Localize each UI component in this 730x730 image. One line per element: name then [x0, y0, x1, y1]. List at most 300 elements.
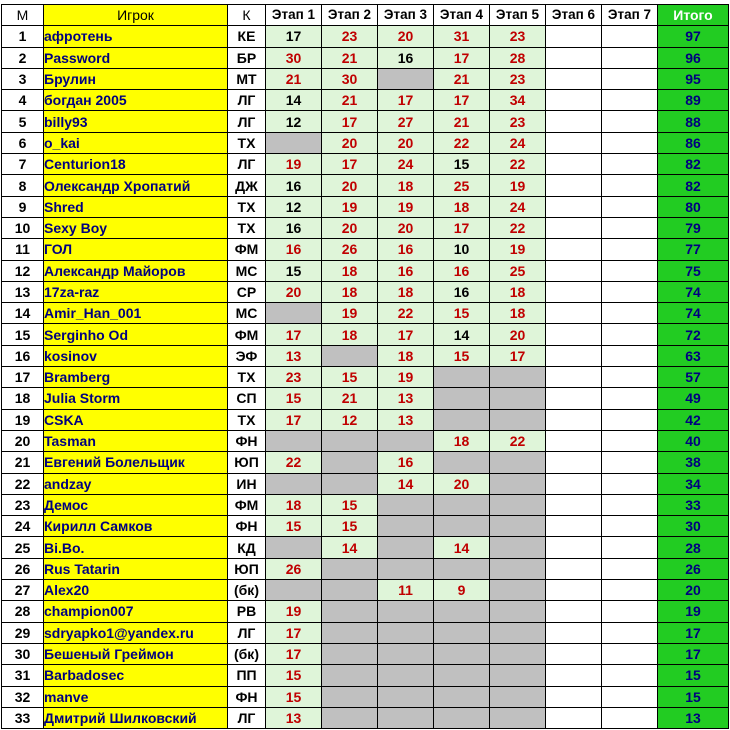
stage-4-score [434, 494, 490, 515]
row-position: 15 [2, 324, 44, 345]
stage-5-score: 17 [490, 345, 546, 366]
total-score: 49 [658, 388, 729, 409]
stage-5-score [490, 409, 546, 430]
stage-6-score [546, 430, 602, 451]
stage-1-score: 15 [266, 686, 322, 707]
stage-6-score [546, 686, 602, 707]
stage-7-score [602, 516, 658, 537]
stage-6-score [546, 345, 602, 366]
stage-2-score [322, 452, 378, 473]
stage-1-score [266, 303, 322, 324]
stage-5-score [490, 601, 546, 622]
player-name: Amir_Han_001 [44, 303, 228, 324]
club-code: ЛГ [228, 154, 266, 175]
stage-2-score: 18 [322, 324, 378, 345]
stage-2-score: 19 [322, 303, 378, 324]
club-code: ТХ [228, 217, 266, 238]
player-name: Rus Tatarin [44, 558, 228, 579]
stage-7-score [602, 281, 658, 302]
stage-7-score [602, 580, 658, 601]
club-code: ПП [228, 665, 266, 686]
stage-7-score [602, 345, 658, 366]
total-score: 79 [658, 217, 729, 238]
table-row [2, 537, 729, 558]
total-score: 33 [658, 494, 729, 515]
total-score: 95 [658, 68, 729, 89]
total-score: 26 [658, 558, 729, 579]
stage-2-score [322, 643, 378, 664]
stage-3-score [378, 707, 434, 728]
table-row [2, 345, 729, 366]
total-score: 75 [658, 260, 729, 281]
total-score: 82 [658, 154, 729, 175]
stage-4-score [434, 409, 490, 430]
club-code: (бк) [228, 643, 266, 664]
stage-4-score: 18 [434, 196, 490, 217]
stage-3-score: 16 [378, 47, 434, 68]
stage-3-score: 13 [378, 409, 434, 430]
header-stage-3: Этап 3 [378, 5, 434, 26]
table-row [2, 367, 729, 388]
stage-1-score: 15 [266, 388, 322, 409]
header-stage-4: Этап 4 [434, 5, 490, 26]
table-row [2, 707, 729, 728]
stage-7-score [602, 601, 658, 622]
stage-3-score: 16 [378, 239, 434, 260]
total-score: 72 [658, 324, 729, 345]
total-score: 74 [658, 303, 729, 324]
club-code: КЕ [228, 26, 266, 47]
row-position: 1 [2, 26, 44, 47]
total-score: 30 [658, 516, 729, 537]
row-position: 13 [2, 281, 44, 302]
stage-6-score [546, 601, 602, 622]
stage-6-score [546, 154, 602, 175]
stage-2-score: 20 [322, 175, 378, 196]
stage-2-score: 15 [322, 494, 378, 515]
stage-3-score [378, 686, 434, 707]
table-row [2, 430, 729, 451]
total-score: 88 [658, 111, 729, 132]
stage-6-score [546, 260, 602, 281]
stage-6-score [546, 26, 602, 47]
stage-3-score [378, 68, 434, 89]
stage-1-score: 18 [266, 494, 322, 515]
club-code: ИН [228, 473, 266, 494]
standings-table [1, 4, 729, 729]
stage-7-score [602, 26, 658, 47]
row-position: 10 [2, 217, 44, 238]
stage-3-score: 18 [378, 175, 434, 196]
stage-6-score [546, 707, 602, 728]
total-score: 38 [658, 452, 729, 473]
total-score: 40 [658, 430, 729, 451]
player-name: Shred [44, 196, 228, 217]
table-row [2, 601, 729, 622]
table-row [2, 111, 729, 132]
player-name: kosinov [44, 345, 228, 366]
stage-5-score: 19 [490, 239, 546, 260]
stage-1-score [266, 580, 322, 601]
stage-4-score: 9 [434, 580, 490, 601]
club-code: ЭФ [228, 345, 266, 366]
total-score: 86 [658, 132, 729, 153]
stage-6-score [546, 643, 602, 664]
stage-5-score: 23 [490, 68, 546, 89]
stage-4-score: 17 [434, 90, 490, 111]
stage-5-score: 18 [490, 281, 546, 302]
stage-6-score [546, 175, 602, 196]
player-name: champion007 [44, 601, 228, 622]
row-position: 12 [2, 260, 44, 281]
stage-4-score [434, 452, 490, 473]
player-name: богдан 2005 [44, 90, 228, 111]
total-score: 74 [658, 281, 729, 302]
stage-2-score [322, 601, 378, 622]
club-code: РВ [228, 601, 266, 622]
row-position: 4 [2, 90, 44, 111]
stage-7-score [602, 90, 658, 111]
stage-3-score: 16 [378, 260, 434, 281]
stage-6-score [546, 367, 602, 388]
stage-1-score: 15 [266, 665, 322, 686]
stage-2-score: 20 [322, 217, 378, 238]
stage-5-score [490, 665, 546, 686]
player-name: Кирилл Самков [44, 516, 228, 537]
stage-1-score [266, 132, 322, 153]
stage-1-score [266, 473, 322, 494]
player-name: Barbadosec [44, 665, 228, 686]
club-code: БР [228, 47, 266, 68]
stage-7-score [602, 430, 658, 451]
stage-1-score: 16 [266, 175, 322, 196]
stage-7-score [602, 47, 658, 68]
stage-1-score: 17 [266, 26, 322, 47]
row-position: 28 [2, 601, 44, 622]
player-name: billy93 [44, 111, 228, 132]
total-score: 15 [658, 686, 729, 707]
stage-4-score [434, 388, 490, 409]
stage-5-score [490, 558, 546, 579]
stage-1-score: 12 [266, 111, 322, 132]
stage-3-score [378, 622, 434, 643]
total-score: 17 [658, 622, 729, 643]
club-code: СР [228, 281, 266, 302]
stage-3-score [378, 516, 434, 537]
table-row [2, 175, 729, 196]
player-name: Centurion18 [44, 154, 228, 175]
stage-3-score: 22 [378, 303, 434, 324]
club-code: ТХ [228, 367, 266, 388]
stage-7-score [602, 260, 658, 281]
club-code: ЮП [228, 558, 266, 579]
stage-5-score: 24 [490, 196, 546, 217]
player-name: 17za-raz [44, 281, 228, 302]
row-position: 24 [2, 516, 44, 537]
stage-6-score [546, 90, 602, 111]
player-name: CSKA [44, 409, 228, 430]
stage-1-score: 16 [266, 239, 322, 260]
table-row [2, 388, 729, 409]
total-score: 17 [658, 643, 729, 664]
row-position: 23 [2, 494, 44, 515]
stage-5-score [490, 516, 546, 537]
stage-7-score [602, 68, 658, 89]
stage-6-score [546, 47, 602, 68]
stage-2-score: 14 [322, 537, 378, 558]
stage-3-score [378, 601, 434, 622]
stage-2-score [322, 345, 378, 366]
club-code: ТХ [228, 409, 266, 430]
stage-1-score: 13 [266, 707, 322, 728]
header-pos: М [2, 5, 44, 26]
player-name: Password [44, 47, 228, 68]
stage-2-score [322, 473, 378, 494]
stage-7-score [602, 537, 658, 558]
stage-6-score [546, 388, 602, 409]
stage-2-score [322, 430, 378, 451]
stage-4-score: 25 [434, 175, 490, 196]
stage-5-score: 22 [490, 217, 546, 238]
row-position: 16 [2, 345, 44, 366]
player-name: ГОЛ [44, 239, 228, 260]
stage-7-score [602, 111, 658, 132]
stage-4-score: 21 [434, 111, 490, 132]
table-row [2, 452, 729, 473]
stage-4-score: 20 [434, 473, 490, 494]
stage-7-score [602, 473, 658, 494]
club-code: ФМ [228, 494, 266, 515]
stage-7-score [602, 452, 658, 473]
table-row [2, 47, 729, 68]
stage-7-score [602, 494, 658, 515]
stage-2-score: 17 [322, 154, 378, 175]
stage-4-score: 17 [434, 217, 490, 238]
club-code: ТХ [228, 196, 266, 217]
total-score: 34 [658, 473, 729, 494]
total-score: 82 [658, 175, 729, 196]
stage-1-score: 21 [266, 68, 322, 89]
total-score: 13 [658, 707, 729, 728]
stage-2-score: 23 [322, 26, 378, 47]
table-row [2, 68, 729, 89]
total-score: 89 [658, 90, 729, 111]
stage-2-score [322, 580, 378, 601]
stage-1-score: 19 [266, 154, 322, 175]
row-position: 8 [2, 175, 44, 196]
header-row [2, 5, 729, 26]
stage-6-score [546, 452, 602, 473]
stage-5-score [490, 686, 546, 707]
table-row [2, 281, 729, 302]
stage-7-score [602, 132, 658, 153]
header-total: Итого [658, 5, 729, 26]
player-name: andzay [44, 473, 228, 494]
stage-7-score [602, 558, 658, 579]
table-row [2, 516, 729, 537]
stage-4-score: 31 [434, 26, 490, 47]
stage-5-score [490, 367, 546, 388]
stage-3-score [378, 665, 434, 686]
club-code: СП [228, 388, 266, 409]
total-score: 63 [658, 345, 729, 366]
row-position: 14 [2, 303, 44, 324]
stage-7-score [602, 707, 658, 728]
player-name: Tasman [44, 430, 228, 451]
club-code: ДЖ [228, 175, 266, 196]
stage-5-score [490, 388, 546, 409]
row-position: 20 [2, 430, 44, 451]
row-position: 22 [2, 473, 44, 494]
stage-2-score: 17 [322, 111, 378, 132]
stage-7-score [602, 154, 658, 175]
table-row [2, 324, 729, 345]
stage-5-score: 23 [490, 26, 546, 47]
stage-3-score: 11 [378, 580, 434, 601]
stage-4-score: 14 [434, 324, 490, 345]
stage-3-score: 24 [378, 154, 434, 175]
stage-6-score [546, 111, 602, 132]
player-name: Евгений Болельщик [44, 452, 228, 473]
stage-2-score [322, 665, 378, 686]
stage-3-score [378, 430, 434, 451]
stage-5-score: 18 [490, 303, 546, 324]
stage-3-score [378, 558, 434, 579]
stage-6-score [546, 516, 602, 537]
stage-4-score: 21 [434, 68, 490, 89]
club-code: ФМ [228, 324, 266, 345]
player-name: sdryapko1@yandex.ru [44, 622, 228, 643]
stage-7-score [602, 196, 658, 217]
player-name: o_kai [44, 132, 228, 153]
stage-2-score: 19 [322, 196, 378, 217]
row-position: 27 [2, 580, 44, 601]
stage-3-score: 14 [378, 473, 434, 494]
stage-3-score: 16 [378, 452, 434, 473]
stage-3-score: 13 [378, 388, 434, 409]
player-name: manve [44, 686, 228, 707]
row-position: 26 [2, 558, 44, 579]
player-name: Бешеный Греймон [44, 643, 228, 664]
stage-1-score: 26 [266, 558, 322, 579]
row-position: 18 [2, 388, 44, 409]
stage-4-score [434, 622, 490, 643]
stage-1-score: 17 [266, 622, 322, 643]
stage-6-score [546, 281, 602, 302]
stage-1-score [266, 430, 322, 451]
row-position: 7 [2, 154, 44, 175]
club-code: ФН [228, 686, 266, 707]
stage-5-score [490, 452, 546, 473]
stage-4-score: 16 [434, 281, 490, 302]
stage-5-score: 22 [490, 430, 546, 451]
club-code: МС [228, 260, 266, 281]
stage-7-score [602, 367, 658, 388]
row-position: 29 [2, 622, 44, 643]
stage-3-score [378, 643, 434, 664]
player-name: афротень [44, 26, 228, 47]
table-row [2, 303, 729, 324]
stage-4-score: 17 [434, 47, 490, 68]
header-stage-6: Этап 6 [546, 5, 602, 26]
stage-3-score: 18 [378, 281, 434, 302]
table-row [2, 26, 729, 47]
stage-2-score: 26 [322, 239, 378, 260]
table-row [2, 217, 729, 238]
player-name: Julia Storm [44, 388, 228, 409]
total-score: 57 [658, 367, 729, 388]
player-name: Bramberg [44, 367, 228, 388]
stage-4-score [434, 367, 490, 388]
stage-6-score [546, 409, 602, 430]
total-score: 97 [658, 26, 729, 47]
player-name: Александр Майоров [44, 260, 228, 281]
table-row [2, 665, 729, 686]
stage-3-score: 18 [378, 345, 434, 366]
stage-2-score: 30 [322, 68, 378, 89]
stage-7-score [602, 175, 658, 196]
stage-1-score: 12 [266, 196, 322, 217]
row-position: 11 [2, 239, 44, 260]
club-code: ЛГ [228, 90, 266, 111]
stage-6-score [546, 537, 602, 558]
stage-1-score [266, 537, 322, 558]
total-score: 20 [658, 580, 729, 601]
table-row [2, 558, 729, 579]
total-score: 80 [658, 196, 729, 217]
stage-4-score: 14 [434, 537, 490, 558]
table-row [2, 132, 729, 153]
table-row [2, 580, 729, 601]
total-score: 28 [658, 537, 729, 558]
stage-3-score: 20 [378, 26, 434, 47]
stage-1-score: 16 [266, 217, 322, 238]
table-row [2, 239, 729, 260]
header-club: К [228, 5, 266, 26]
stage-6-score [546, 68, 602, 89]
row-position: 2 [2, 47, 44, 68]
stage-7-score [602, 409, 658, 430]
stage-5-score: 24 [490, 132, 546, 153]
club-code: ФН [228, 430, 266, 451]
stage-3-score: 17 [378, 90, 434, 111]
header-player: Игрок [44, 5, 228, 26]
player-name: Дмитрий Шилковский [44, 707, 228, 728]
club-code: ЛГ [228, 707, 266, 728]
stage-7-score [602, 388, 658, 409]
club-code: ФН [228, 516, 266, 537]
player-name: Sexy Boy [44, 217, 228, 238]
stage-2-score: 20 [322, 132, 378, 153]
stage-3-score: 20 [378, 132, 434, 153]
stage-1-score: 17 [266, 643, 322, 664]
stage-5-score [490, 494, 546, 515]
header-stage-7: Этап 7 [602, 5, 658, 26]
club-code: ЛГ [228, 111, 266, 132]
stage-6-score [546, 196, 602, 217]
table-row [2, 686, 729, 707]
stage-5-score: 22 [490, 154, 546, 175]
total-score: 15 [658, 665, 729, 686]
stage-4-score [434, 516, 490, 537]
stage-5-score: 19 [490, 175, 546, 196]
row-position: 31 [2, 665, 44, 686]
stage-2-score: 18 [322, 281, 378, 302]
table-row [2, 643, 729, 664]
stage-1-score: 15 [266, 260, 322, 281]
stage-3-score: 19 [378, 367, 434, 388]
stage-2-score [322, 558, 378, 579]
